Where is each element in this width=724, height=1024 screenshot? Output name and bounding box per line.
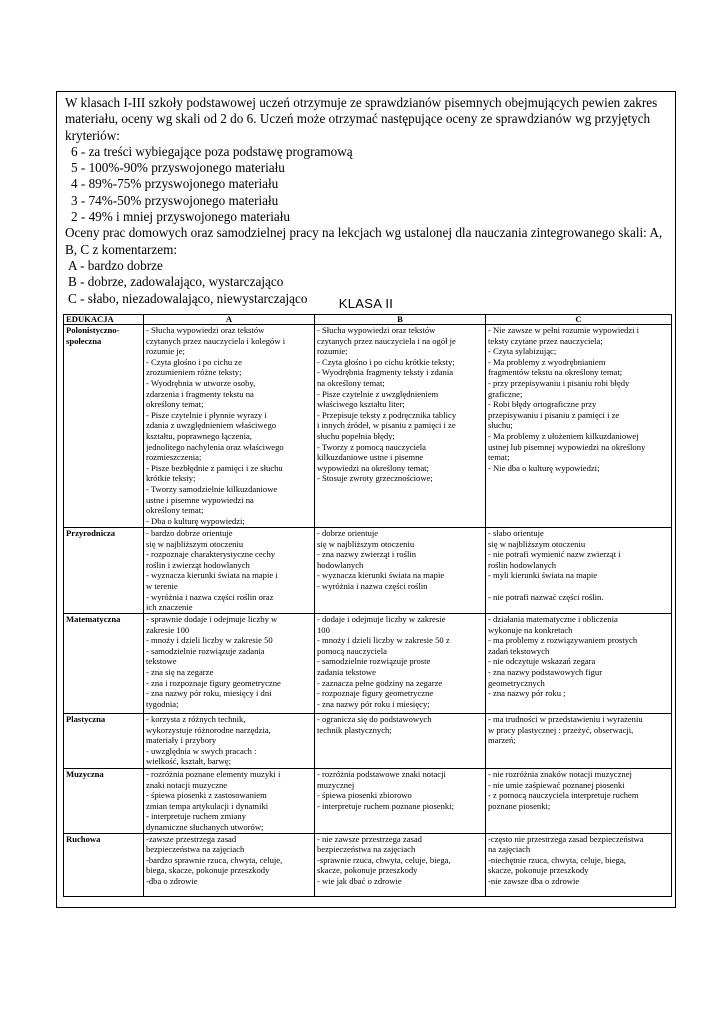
cell-text-line: - samodzielnie rozwiązuje zadania <box>146 645 265 656</box>
cell-text-line: rozumie je; <box>146 346 185 357</box>
cell-text-line: na określony temat; <box>317 377 385 388</box>
cell-text-line: - rozróżnia podstawowe znaki notacji <box>317 769 446 779</box>
cell-text-line: -sprawnie rzuca, chwyta, celuje, biega, <box>317 854 451 865</box>
table-header-row <box>64 315 672 325</box>
cell-text-line: teksty czytane przez nauczyciela; <box>488 335 603 346</box>
cell-text-line: graficzne; <box>488 388 523 399</box>
table-row <box>64 325 672 528</box>
cell-text-line: właściwego kształtu liter; <box>317 399 405 410</box>
cell-text-line: - interpretuje ruchem zmiany <box>146 811 246 822</box>
cell-text-line: na zajęciach <box>488 844 531 855</box>
cell-text-line: i innych źródeł, w pisaniu z pamięci i ze <box>317 420 456 431</box>
cell-text-line: - wyróżnia i nazwa części roślin <box>317 580 428 591</box>
grade-c-cell <box>486 325 672 528</box>
table-row <box>64 528 672 614</box>
subject-cell <box>64 714 144 769</box>
header-edukacja: EDUKACJA <box>64 315 144 325</box>
cell-text-line: - Tworzy z pomocą nauczyciela <box>317 441 426 452</box>
subject-cell <box>64 614 144 714</box>
grade-b-cell <box>315 528 486 614</box>
cell-text-line: - Słucha wypowiedzi oraz tekstów <box>317 325 436 335</box>
cell-text-line: - korzysta z różnych technik, <box>146 714 246 724</box>
grade-item: 2 - 49% i mniej przyswojonego materiału <box>71 209 291 225</box>
cell-text-line: bezpieczeństwa na zajęciach <box>317 844 416 855</box>
subject-cell <box>64 769 144 834</box>
grade-b-cell <box>315 614 486 714</box>
cell-text-line: - bardzo dobrze orientuje <box>146 528 233 538</box>
cell-text-line: wykonuje na konkretach <box>488 624 573 635</box>
grade-c-cell <box>486 769 672 834</box>
cell-text-line: - uwzględnia w swych pracach : <box>146 745 257 756</box>
cell-text-line: - z pomocą nauczyciela interpretuje ruchem <box>488 790 639 801</box>
comment-item: B - dobrze, zadowalająco, wystarczająco <box>68 274 284 290</box>
cell-text-line: geometrycznych <box>488 677 545 688</box>
cell-text-line: - śpiewa piosenki zbiorowo <box>317 790 412 801</box>
table-row <box>64 769 672 834</box>
cell-text-line: Muzyczna <box>66 769 104 779</box>
cell-text-line: w pracy plastycznej : przeżyć, obserwacji, <box>488 724 634 735</box>
cell-text-line: jednolitego nachylenia oraz właściwego <box>146 441 284 452</box>
cell-text-line: -niechętnie rzuca, chwyta, celuje, biega, <box>488 854 626 865</box>
cell-text-line: - Czyta głośno i po cichu krótkie teksty; <box>317 356 455 367</box>
cell-text-line: roślin hodowlanych <box>488 559 557 570</box>
grade-item: 6 - za treści wybiegające poza podstawę programową <box>71 143 353 159</box>
cell-text-line: - działania matematyczne i obliczenia <box>488 614 618 624</box>
cell-text-line: hodowlanych <box>317 559 364 570</box>
cell-text-line: - słabo orientuje <box>488 528 544 538</box>
cell-text-line: - Ma problemy z ułożeniem kilkuzdaniowej <box>488 430 639 441</box>
cell-text-line: Ruchowa <box>66 833 101 844</box>
cell-text-line: roślin i zwierząt hodowlanych <box>146 559 250 570</box>
cell-text-line: kształtu, poprawnego łączenia, <box>146 430 252 441</box>
cell-text-line: Matematyczna <box>66 614 121 624</box>
cell-text-line: - nie zawsze przestrzega zasad <box>317 833 422 844</box>
cell-text-line: w terenie <box>146 580 178 591</box>
cell-text-line: - dodaje i odejmuje liczby w zakresie <box>317 614 446 624</box>
cell-text-line: pomocą nauczyciela <box>317 645 387 656</box>
cell-text-line: - zna się na zegarze <box>146 666 214 677</box>
cell-text-line: - Robi błędy ortograficzne przy <box>488 399 597 410</box>
cell-text-line: - Czyta głośno i po cichu ze <box>146 356 242 367</box>
cell-text-line: - śpiewa piosenki z zastosowaniem <box>146 790 267 801</box>
cell-text-line: - Nie zawsze w pełni rozumie wypowiedzi i <box>488 325 640 335</box>
grade-c-cell <box>486 614 672 714</box>
cell-text-line: - interpretuje ruchem poznane piosenki; <box>317 800 454 811</box>
cell-text-line: - Dba o kulturę wypowiedzi; <box>146 515 245 526</box>
cell-text-line: - Ma problemy z wyodrębnianiem <box>488 356 606 367</box>
cell-text-line: się w najbliższym otoczeniu <box>488 538 586 549</box>
cell-text-line: ich znaczenie <box>146 602 193 613</box>
cell-text-line: wielkość, kształt, barwę; <box>146 756 231 767</box>
cell-text-line: - wyznacza kierunki świata na mapie <box>317 570 445 581</box>
cell-text-line: - nie odczytuje wskazań zegara <box>488 656 596 667</box>
grade-b-cell <box>315 325 486 528</box>
cell-text-line: rozumie; <box>317 346 348 357</box>
cell-text-line: wykorzystuje różnorodne narzędzia, <box>146 724 271 735</box>
cell-text-line: - zaznacza pełne godziny na zegarze <box>317 677 443 688</box>
subject-cell <box>64 528 144 614</box>
grade-item: 4 - 89%-75% przyswojonego materiału <box>71 176 279 192</box>
table-row <box>64 833 672 896</box>
intro-section <box>65 95 669 307</box>
cell-text-line: znaki notacji muzyczne <box>146 779 228 790</box>
class-title: KLASA II <box>338 296 394 311</box>
grades-table <box>63 314 672 897</box>
cell-text-line: dynamiczne słuchanych utworów; <box>146 821 264 832</box>
cell-text-line: - Słucha wypowiedzi oraz tekstów <box>146 325 265 335</box>
table-row <box>64 714 672 769</box>
cell-text-line: - zna nazwy pór roku i miesięcy; <box>317 698 430 709</box>
cell-text-line: - Pisze bezbłędnie z pamięci i ze słuchu <box>146 462 283 473</box>
cell-text-line: marzeń; <box>488 735 516 746</box>
cell-text-line: ustnej lub pisemnej wypowiedzi na określony <box>488 441 646 452</box>
cell-text-line: - zna i rozpoznaje figury geometryczne <box>146 677 281 688</box>
cell-text-line: skacze, pokonuje przeszkody <box>488 865 589 876</box>
cell-text-line: - samodzielnie rozwiązuje proste <box>317 656 431 667</box>
cell-text-line: - Pisze czytelnie i płynnie wyrazy i <box>146 409 267 420</box>
grade-a-cell <box>144 833 315 896</box>
cell-text-line: bezpieczeństwa na zajęciach <box>146 844 245 855</box>
cell-text-line: - nie rozróżnia znaków notacji muzycznej <box>488 769 632 779</box>
cell-text-line: - zna nazwy zwierząt i roślin <box>317 549 417 560</box>
cell-text-line: tekstowe <box>146 656 177 667</box>
cell-text-line: fragmentów tekstu na określony temat; <box>488 367 623 378</box>
cell-text-line: przepisywaniu i pisaniu z pamięci i ze <box>488 409 620 420</box>
cell-text-line: zadania tekstowe <box>317 666 376 677</box>
grade-item: 3 - 74%-50% przyswojonego materiału <box>71 192 279 208</box>
cell-text-line: - ma trudności w przedstawieniu i wyrażeniu <box>488 714 643 724</box>
cell-text-line: czytanych przez nauczyciela i na ogół je <box>317 335 456 346</box>
cell-text-line: - mnoży i dzieli liczby w zakresie 50 <box>146 635 273 646</box>
cell-text-line: - nie potrafi wymienić nazw zwierząt i <box>488 549 621 560</box>
cell-text-line: - nie umie zaśpiewać poznanej piosenki <box>488 779 625 790</box>
header-b: B <box>315 315 486 325</box>
cell-text-line: - wyróżnia i nazwa części roślin oraz <box>146 591 274 602</box>
cell-text-line: - nie potrafi nazwać części roślin. <box>488 591 604 602</box>
cell-text-line: zdania z uwzględnieniem właściwego <box>146 420 277 431</box>
grade-a-cell <box>144 714 315 769</box>
grade-b-cell <box>315 714 486 769</box>
cell-text-line: - sprawnie dodaje i odejmuje liczby w <box>146 614 278 624</box>
cell-text-line: - Wyodrębnia w utworze osoby, <box>146 377 256 388</box>
table-row <box>64 614 672 714</box>
grade-c-cell <box>486 833 672 896</box>
cell-text-line: Polonistyczno- <box>66 325 120 335</box>
cell-text-line: - przy przepisywaniu i pisaniu robi błędy <box>488 377 630 388</box>
cell-text-line: czytanych przez nauczyciela i kolegów i <box>146 335 286 346</box>
cell-text-line: - myli kierunki świata na mapie <box>488 570 598 581</box>
cell-text-line: Przyrodnicza <box>66 528 116 538</box>
cell-text-line: - Tworzy samodzielnie kilkuzdaniowe <box>146 483 278 494</box>
cell-text-line: - Wyodrębnia fragmenty teksty i zdania <box>317 367 454 378</box>
cell-text-line: wypowiedzi na określony temat; <box>317 462 429 473</box>
cell-text-line: muzycznej <box>317 779 355 790</box>
grade-item: 5 - 100%-90% przyswojonego materiału <box>71 160 285 176</box>
cell-text-line: zakresie 100 <box>146 624 190 635</box>
cell-text-line: się w najbliższym otoczeniu <box>317 538 415 549</box>
cell-text-line: - Pisze czytelnie z uwzględnieniem <box>317 388 439 399</box>
cell-text-line: - Stosuje zwroty grzecznościowe; <box>317 473 433 484</box>
grade-c-cell <box>486 714 672 769</box>
cell-text-line: zmian tempa artykulacji i dynamiki <box>146 800 269 811</box>
cell-text-line: - Nie dba o kulturę wypowiedzi; <box>488 462 600 473</box>
cell-text-line: - wie jak dbać o zdrowie <box>317 875 402 886</box>
cell-text-line: zrozumieniem różne teksty; <box>146 367 242 378</box>
cell-text-line: -często nie przestrzega zasad bezpieczeństwa <box>488 833 644 844</box>
cell-text-line <box>488 581 669 592</box>
cell-text-line: 100 <box>317 624 330 635</box>
cell-text-line: - rozpoznaje charakterystyczne cechy <box>146 549 276 560</box>
grade-b-cell <box>315 833 486 896</box>
cell-text-line: się w najbliższym otoczeniu <box>146 538 244 549</box>
cell-text-line: tygodnia; <box>146 698 179 709</box>
grade-a-cell <box>144 614 315 714</box>
document-frame <box>56 91 676 908</box>
cell-text-line: Plastyczna <box>66 714 106 724</box>
cell-text-line: zadań tekstowych <box>488 645 550 656</box>
cell-text-line: - ogranicza się do podstawowych <box>317 714 432 724</box>
cell-text-line: materiały i przybory <box>146 735 217 746</box>
header-c: C <box>486 315 672 325</box>
cell-text-line: - zna nazwy pór roku ; <box>488 688 566 699</box>
cell-text-line: rozmieszczenia; <box>146 452 202 463</box>
grade-c-cell <box>486 528 672 614</box>
intro-paragraph-2: Oceny prac domowych oraz samodzielnej pracy na lekcjach wg ustalonej dla nauczania zintegrowanego skali: A, B, C z komentarzem: <box>65 225 663 257</box>
cell-text-line: - zna nazwy pór roku, miesięcy i dni <box>146 688 272 699</box>
subject-cell <box>64 325 144 528</box>
cell-text-line: temat; <box>488 452 510 463</box>
subject-cell <box>64 833 144 896</box>
grade-a-cell <box>144 769 315 834</box>
cell-text-line: - Przepisuje teksty z podręcznika tablicy <box>317 409 457 420</box>
cell-text-line: - wyznacza kierunki świata na mapie i <box>146 570 278 581</box>
cell-text-line: - rozróżnia poznane elementy muzyki i <box>146 769 281 779</box>
grade-a-cell <box>144 528 315 614</box>
cell-text-line: określony temat; <box>146 505 204 516</box>
intro-paragraph-1: W klasach I-III szkoły podstawowej uczeń otrzymuje ze sprawdzianów pisemnych obejmujących pewien zakres materiału, oceny wg skali od 2 do 6. Uczeń może otrzymać następujące oceny ze sprawdzianów wg przyjętych kryteriów: <box>65 95 658 143</box>
cell-text-line: -bardzo sprawnie rzuca, chwyta, celuje, <box>146 854 283 865</box>
grade-a-cell <box>144 325 315 528</box>
cell-text-line: -nie zawsze dba o zdrowie <box>488 875 580 886</box>
cell-text-line: -zawsze przestrzega zasad <box>146 833 237 844</box>
cell-text-line: zdarzenia i fragmenty tekstu na <box>146 388 254 399</box>
cell-text-line: biega, skacze, pokonuje przeszkody <box>146 865 270 876</box>
cell-text-line: - rozpoznaje figury geometryczne <box>317 688 434 699</box>
cell-text-line: słuchu popełnia błędy; <box>317 430 395 441</box>
cell-text-line: technik plastycznych; <box>317 724 392 735</box>
header-a: A <box>144 315 315 325</box>
cell-text-line: - dobrze orientuje <box>317 528 379 538</box>
cell-text-line: - zna nazwy podstawowych figur <box>488 666 603 677</box>
cell-text-line: -dba o zdrowie <box>146 875 198 886</box>
cell-text-line: słuchu; <box>488 420 513 431</box>
cell-text-line: określony temat; <box>146 399 204 410</box>
cell-text-line: - ma problemy z rozwiązywaniem prostych <box>488 635 638 646</box>
cell-text-line: poznane piosenki; <box>488 800 551 811</box>
comment-item: A - bardzo dobrze <box>68 257 163 273</box>
comment-item: C - słabo, niezadowalająco, niewystarczająco <box>68 290 308 306</box>
cell-text-line: kilkuzdaniowe ustne i pisemne <box>317 452 424 463</box>
grade-b-cell <box>315 769 486 834</box>
cell-text-line: krótkie teksty; <box>146 473 196 484</box>
cell-text-line: społeczna <box>66 335 102 346</box>
cell-text-line: - Czyta sylabizując; <box>488 346 557 357</box>
cell-text-line: ustne i pisemne wypowiedzi na <box>146 494 254 505</box>
cell-text-line: skacze, pokonuje przeszkody <box>317 865 418 876</box>
cell-text-line: - mnoży i dzieli liczby w zakresie 50 z <box>317 635 450 646</box>
